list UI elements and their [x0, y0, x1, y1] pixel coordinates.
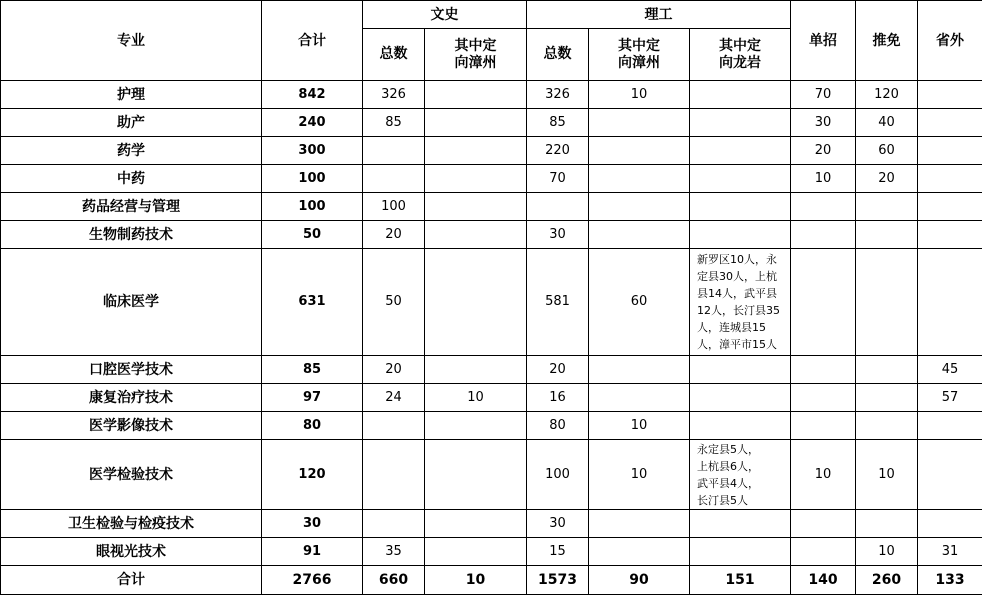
science-total-cell: 581 [527, 249, 589, 356]
science-longyan-cell [690, 440, 791, 510]
header-science: 理工 [527, 1, 791, 29]
table-row [1, 384, 982, 412]
total-cell: 85 [262, 356, 363, 384]
out-province-cell [918, 165, 982, 193]
science-total-cell: 80 [527, 412, 589, 440]
arts-zhangzhou-cell [425, 221, 527, 249]
table-row [1, 137, 982, 165]
header-science-longyan-line2: 向龙岩 [690, 55, 790, 72]
science-total-cell: 326 [527, 81, 589, 109]
total-cell: 80 [262, 412, 363, 440]
out-province-cell [918, 193, 982, 221]
science-zhangzhou-cell [589, 109, 690, 137]
single-enroll-cell [791, 249, 856, 356]
longyan-note-line: 上杭县6人， [697, 458, 788, 475]
header-arts-total: 总数 [363, 29, 425, 81]
out-province-cell: 45 [918, 356, 982, 384]
recommend-cell [856, 221, 918, 249]
science-zhangzhou-cell [589, 193, 690, 221]
arts-total-cell: 24 [363, 384, 425, 412]
arts-total-cell: 20 [363, 356, 425, 384]
summary-science-longyan: 151 [690, 566, 791, 595]
single-enroll-cell: 70 [791, 81, 856, 109]
arts-total-cell: 20 [363, 221, 425, 249]
science-total-cell: 100 [527, 440, 589, 510]
arts-zhangzhou-cell [425, 109, 527, 137]
longyan-note-line: 武平县4人， [697, 475, 788, 492]
recommend-cell: 120 [856, 81, 918, 109]
out-province-cell [918, 81, 982, 109]
arts-total-cell: 100 [363, 193, 425, 221]
single-enroll-cell [791, 221, 856, 249]
arts-total-cell: 85 [363, 109, 425, 137]
table-row [1, 249, 982, 356]
longyan-note-line: 定县30人，上杭 [697, 268, 788, 285]
science-total-cell: 30 [527, 221, 589, 249]
out-province-cell [918, 109, 982, 137]
arts-zhangzhou-cell [425, 440, 527, 510]
science-longyan-cell [690, 412, 791, 440]
single-enroll-cell: 20 [791, 137, 856, 165]
major-cell: 临床医学 [1, 249, 262, 356]
arts-zhangzhou-cell [425, 510, 527, 538]
recommend-cell [856, 384, 918, 412]
major-cell: 眼视光技术 [1, 538, 262, 566]
longyan-note-line: 永定县5人， [697, 441, 788, 458]
header-science-total: 总数 [527, 29, 589, 81]
summary-row [1, 566, 982, 595]
header-science-zhangzhou-line1: 其中定 [589, 38, 689, 55]
science-zhangzhou-cell: 10 [589, 81, 690, 109]
science-zhangzhou-cell [589, 510, 690, 538]
header-science-zhangzhou [589, 29, 690, 81]
total-cell: 300 [262, 137, 363, 165]
summary-arts-total: 660 [363, 566, 425, 595]
arts-total-cell: 50 [363, 249, 425, 356]
science-total-cell [527, 193, 589, 221]
recommend-cell [856, 193, 918, 221]
header-out-province: 省外 [918, 1, 982, 81]
science-longyan-cell [690, 81, 791, 109]
recommend-cell [856, 510, 918, 538]
arts-zhangzhou-cell: 10 [425, 384, 527, 412]
science-longyan-cell [690, 384, 791, 412]
summary-science-zhangzhou: 90 [589, 566, 690, 595]
major-cell: 药品经营与管理 [1, 193, 262, 221]
out-province-cell: 31 [918, 538, 982, 566]
longyan-note-line: 县14人，武平县 [697, 285, 788, 302]
science-longyan-cell [690, 510, 791, 538]
out-province-cell [918, 249, 982, 356]
science-total-cell: 15 [527, 538, 589, 566]
science-total-cell: 16 [527, 384, 589, 412]
header-arts: 文史 [363, 1, 527, 29]
table-row [1, 538, 982, 566]
science-zhangzhou-cell [589, 384, 690, 412]
recommend-cell [856, 412, 918, 440]
science-zhangzhou-cell [589, 137, 690, 165]
major-cell: 口腔医学技术 [1, 356, 262, 384]
major-cell: 卫生检验与检疫技术 [1, 510, 262, 538]
header-science-zhangzhou-line2: 向漳州 [589, 55, 689, 72]
arts-total-cell [363, 440, 425, 510]
science-total-cell: 70 [527, 165, 589, 193]
major-cell: 医学影像技术 [1, 412, 262, 440]
table-row [1, 510, 982, 538]
out-province-cell [918, 137, 982, 165]
longyan-note-line: 人，连城县15 [697, 319, 788, 336]
science-longyan-cell [690, 249, 791, 356]
science-total-cell: 30 [527, 510, 589, 538]
science-total-cell: 20 [527, 356, 589, 384]
arts-zhangzhou-cell [425, 356, 527, 384]
header-row-1 [1, 1, 982, 29]
arts-total-cell [363, 412, 425, 440]
science-longyan-cell [690, 221, 791, 249]
science-zhangzhou-cell: 10 [589, 440, 690, 510]
recommend-cell [856, 249, 918, 356]
major-cell: 医学检验技术 [1, 440, 262, 510]
science-zhangzhou-cell: 60 [589, 249, 690, 356]
arts-zhangzhou-cell [425, 137, 527, 165]
out-province-cell [918, 510, 982, 538]
single-enroll-cell: 10 [791, 440, 856, 510]
single-enroll-cell [791, 384, 856, 412]
arts-total-cell [363, 165, 425, 193]
arts-zhangzhou-cell [425, 412, 527, 440]
total-cell: 240 [262, 109, 363, 137]
single-enroll-cell [791, 193, 856, 221]
science-longyan-cell [690, 356, 791, 384]
science-zhangzhou-cell [589, 221, 690, 249]
total-cell: 30 [262, 510, 363, 538]
header-single-enroll: 单招 [791, 1, 856, 81]
table-row [1, 221, 982, 249]
longyan-note-line: 人，漳平市15人 [697, 336, 788, 353]
total-cell: 120 [262, 440, 363, 510]
table-row [1, 440, 982, 510]
header-arts-zhangzhou [425, 29, 527, 81]
single-enroll-cell [791, 510, 856, 538]
major-cell: 康复治疗技术 [1, 384, 262, 412]
science-longyan-cell [690, 137, 791, 165]
longyan-note-line: 新罗区10人，永 [697, 251, 788, 268]
single-enroll-cell [791, 412, 856, 440]
out-province-cell [918, 440, 982, 510]
science-total-cell: 220 [527, 137, 589, 165]
science-zhangzhou-cell [589, 165, 690, 193]
out-province-cell [918, 412, 982, 440]
summary-arts-zhangzhou: 10 [425, 566, 527, 595]
recommend-cell [856, 356, 918, 384]
science-zhangzhou-cell: 10 [589, 412, 690, 440]
total-cell: 631 [262, 249, 363, 356]
header-science-longyan [690, 29, 791, 81]
arts-zhangzhou-cell [425, 538, 527, 566]
arts-total-cell [363, 137, 425, 165]
major-cell: 中药 [1, 165, 262, 193]
total-cell: 97 [262, 384, 363, 412]
arts-zhangzhou-cell [425, 165, 527, 193]
recommend-cell: 20 [856, 165, 918, 193]
science-longyan-cell [690, 193, 791, 221]
major-cell: 生物制药技术 [1, 221, 262, 249]
summary-single-enroll: 140 [791, 566, 856, 595]
header-science-longyan-line1: 其中定 [690, 38, 790, 55]
table-row [1, 193, 982, 221]
out-province-cell: 57 [918, 384, 982, 412]
arts-zhangzhou-cell [425, 81, 527, 109]
table-row [1, 165, 982, 193]
arts-total-cell: 326 [363, 81, 425, 109]
table-row [1, 81, 982, 109]
summary-science-total: 1573 [527, 566, 589, 595]
major-cell: 助产 [1, 109, 262, 137]
header-arts-zhangzhou-line1: 其中定 [425, 38, 526, 55]
longyan-note-line: 12人，长汀县35 [697, 302, 788, 319]
total-cell: 100 [262, 193, 363, 221]
total-cell: 842 [262, 81, 363, 109]
science-zhangzhou-cell [589, 356, 690, 384]
recommend-cell: 10 [856, 440, 918, 510]
science-longyan-cell [690, 538, 791, 566]
header-arts-zhangzhou-line2: 向漳州 [425, 55, 526, 72]
arts-total-cell: 35 [363, 538, 425, 566]
total-cell: 100 [262, 165, 363, 193]
recommend-cell: 60 [856, 137, 918, 165]
out-province-cell [918, 221, 982, 249]
recommend-cell: 40 [856, 109, 918, 137]
major-cell: 药学 [1, 137, 262, 165]
header-recommend: 推免 [856, 1, 918, 81]
arts-zhangzhou-cell [425, 249, 527, 356]
recommend-cell: 10 [856, 538, 918, 566]
arts-total-cell [363, 510, 425, 538]
single-enroll-cell: 30 [791, 109, 856, 137]
table-row [1, 412, 982, 440]
longyan-note-line: 长汀县5人 [697, 492, 788, 509]
table-row [1, 109, 982, 137]
major-cell: 护理 [1, 81, 262, 109]
table-row [1, 356, 982, 384]
summary-total: 2766 [262, 566, 363, 595]
header-major: 专业 [1, 1, 262, 81]
summary-out-province: 133 [918, 566, 982, 595]
header-total: 合计 [262, 1, 363, 81]
total-cell: 50 [262, 221, 363, 249]
science-longyan-cell [690, 165, 791, 193]
summary-label: 合计 [1, 566, 262, 595]
science-zhangzhou-cell [589, 538, 690, 566]
single-enroll-cell [791, 356, 856, 384]
single-enroll-cell [791, 538, 856, 566]
arts-zhangzhou-cell [425, 193, 527, 221]
total-cell: 91 [262, 538, 363, 566]
science-total-cell: 85 [527, 109, 589, 137]
summary-recommend: 260 [856, 566, 918, 595]
single-enroll-cell: 10 [791, 165, 856, 193]
science-longyan-cell [690, 109, 791, 137]
